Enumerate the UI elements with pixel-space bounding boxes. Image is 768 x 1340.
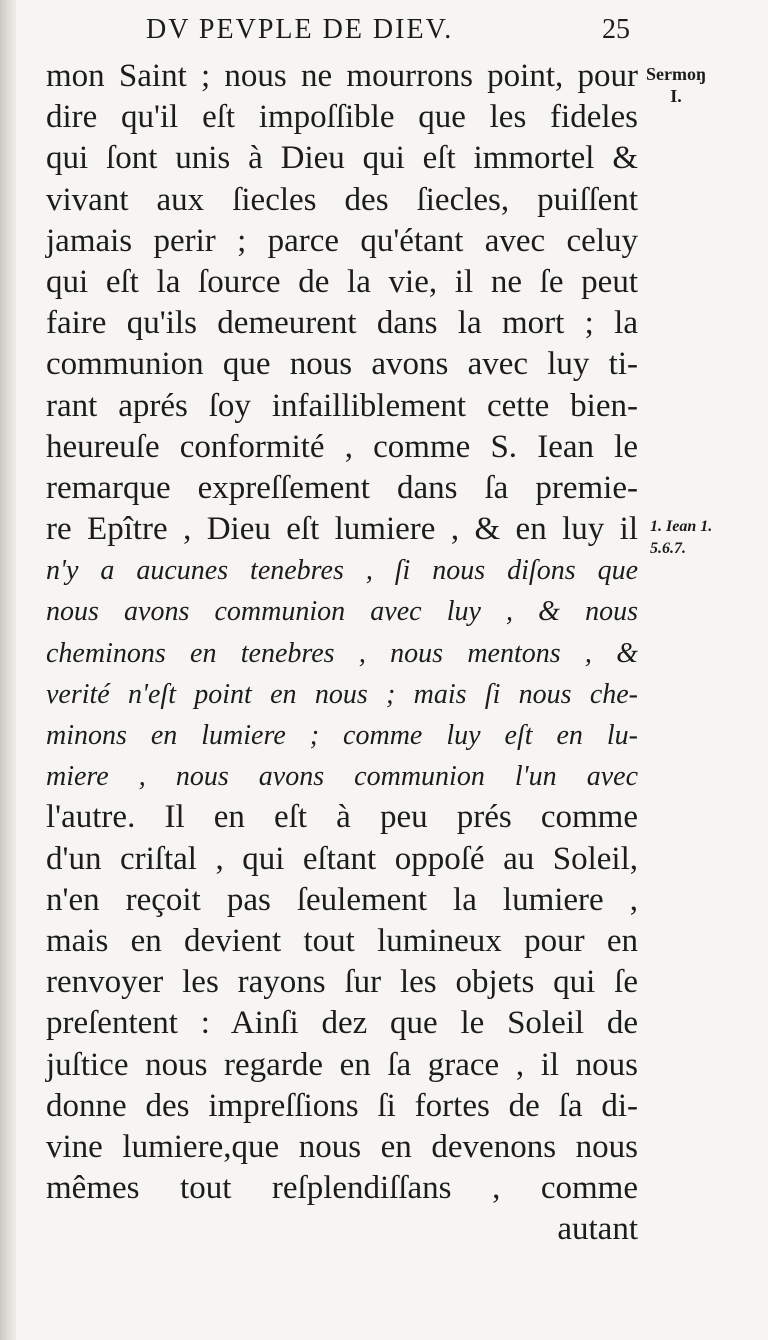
- text-line-italic: n'y a aucunes tenebres , ſi nous diſons que: [46, 555, 638, 587]
- text-line: re Epître , Dieu eſt lumiere , & en luy il: [46, 511, 638, 548]
- text-line: qui ſont unis à Dieu qui eſt immortel &: [46, 140, 638, 177]
- text-line-italic: nous avons communion avec luy , & nous: [46, 596, 638, 628]
- page-gutter-shadow: [0, 0, 16, 1340]
- text-line: mon Saint ; nous ne mourrons point, pour: [46, 58, 638, 94]
- text-line-italic: cheminons en tenebres , nous mentons , &: [46, 637, 638, 669]
- text-line-italic: verité n'eſt point en nous ; mais ſi nous che-: [46, 678, 638, 710]
- catchword: autant: [557, 1211, 638, 1248]
- page-number: 25: [602, 14, 630, 45]
- text-line: remarque expreſſement dans ſa premie-: [46, 469, 638, 506]
- text-line: n'en reçoit pas ſeulement la lumiere ,: [46, 881, 638, 918]
- text-line: heureuſe conformité , comme S. Iean le: [46, 428, 638, 465]
- text-line: qui eſt la ſource de la vie, il ne ſe peut: [46, 263, 638, 300]
- text-line: juſtice nous regarde en ſa grace , il nous: [46, 1046, 638, 1083]
- text-line: d'un criſtal , qui eſtant oppoſé au Soleil,: [46, 840, 638, 877]
- text-line: vine lumiere,que nous en devenons nous: [46, 1128, 638, 1165]
- text-line: communion que nous avons avec luy ti-: [46, 346, 638, 383]
- text-line: mêmes tout reſplendiſſans , comme: [46, 1170, 638, 1207]
- margin-note-scripture-reference: [650, 516, 712, 560]
- text-line: faire qu'ils demeurent dans la mort ; la: [46, 305, 638, 342]
- margin-note-reference-book: 1. Iean 1.: [650, 518, 713, 535]
- margin-note-sermon: [646, 63, 706, 107]
- text-line: donne des impreſſions ſi fortes de ſa di-: [46, 1087, 638, 1124]
- margin-note-sermon-number: I.: [670, 86, 682, 106]
- body-text: [46, 56, 638, 1250]
- text-line: mais en devient tout lumineux pour en: [46, 922, 638, 959]
- text-line: rant aprés ſoy infailliblement cette bien-: [46, 387, 638, 424]
- text-line: preſentent : Ainſi dez que le Soleil de: [46, 1005, 638, 1042]
- text-line: vivant aux ſiecles des ſiecles, puiſſent: [46, 181, 638, 218]
- text-line: jamais perir ; parce qu'étant avec celuy: [46, 222, 638, 259]
- margin-note-reference-verses: 5.6.7.: [650, 540, 686, 557]
- text-line: renvoyer les rayons ſur les objets qui ſe: [46, 964, 638, 1001]
- running-title: DV PEVPLE DE DIEV.: [146, 14, 454, 45]
- text-line-italic: minons en lumiere ; comme luy eſt en lu-: [46, 720, 638, 751]
- text-line-italic: miere , nous avons communion l'un avec: [46, 761, 638, 793]
- text-line: l'autre. Il en eſt à peu prés comme: [46, 799, 638, 836]
- margin-note-sermon-label: Sermoŋ: [646, 64, 706, 84]
- text-line: dire qu'il eſt impoſſible que les fideles: [46, 99, 638, 136]
